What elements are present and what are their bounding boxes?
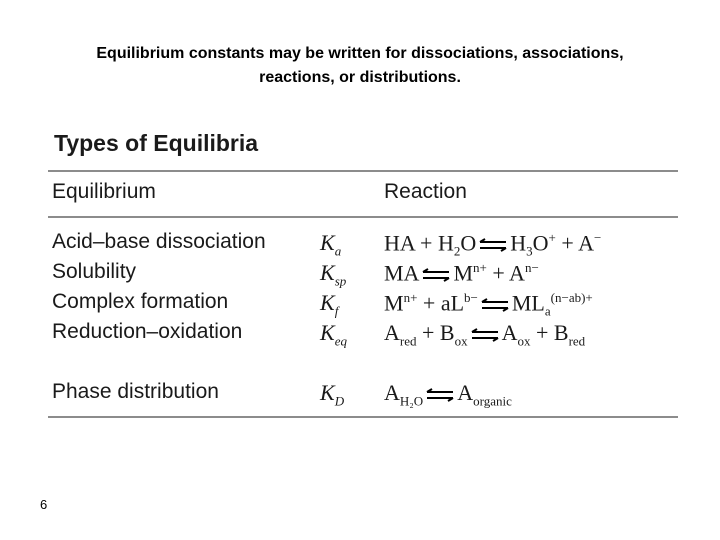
row-k-acid-base: $K_a$ <box>320 230 342 259</box>
row-k-redox: $K_{eq}$ <box>320 320 347 349</box>
header-line-1: Equilibrium constants may be written for dissociations, associations, <box>96 45 624 62</box>
row-name-solubility: Solubility <box>52 260 137 283</box>
row-reaction-solubility: MA $M^{n+} + A^{n-}$ <box>384 260 539 286</box>
header-line-2: reactions, or distributions. <box>259 69 461 86</box>
page-number: 6 <box>40 497 48 512</box>
row-reaction-acid-base: HA + $H_2O$ $H_3O^+ + A^-$ <box>384 230 602 259</box>
column-header-equilibrium: Equilibrium <box>52 180 156 203</box>
equilibrium-arrows-icon <box>425 388 455 402</box>
equilibrium-arrows-icon <box>480 298 510 312</box>
row-k-phase-distribution: $K_D$ <box>320 380 345 409</box>
equilibrium-arrows-icon <box>478 238 508 252</box>
table-rule-bottom <box>48 416 678 418</box>
row-reaction-phase-distribution: $A_{H_2O}$ $A_{organic}$ <box>384 380 512 409</box>
row-name-phase-distribution: Phase distribution <box>52 380 219 403</box>
row-name-complex-formation: Complex formation <box>52 290 229 313</box>
equilibrium-arrows-icon <box>470 328 500 342</box>
row-name-acid-base: Acid–base dissociation <box>52 230 266 253</box>
slide-header <box>40 42 680 90</box>
row-k-solubility: $K_{sp}$ <box>320 260 347 289</box>
table-rule-top <box>48 170 678 172</box>
row-k-complex-formation: $K_f$ <box>320 290 339 319</box>
table-title: Types of Equilibria <box>54 130 259 156</box>
table-rule-header <box>48 216 678 218</box>
row-name-redox: Reduction–oxidation <box>52 320 243 343</box>
row-reaction-redox: $A_{red} + B_{ox}$ $A_{ox} + B_{red}$ <box>384 320 586 349</box>
row-reaction-complex-formation: $M^{n+} + aL^{b-}$ $ML_a^{(n-ab)+}$ <box>384 290 593 319</box>
equilibria-table-image <box>48 120 680 420</box>
column-header-reaction: Reaction <box>384 180 467 203</box>
equilibrium-arrows-icon <box>421 268 451 282</box>
